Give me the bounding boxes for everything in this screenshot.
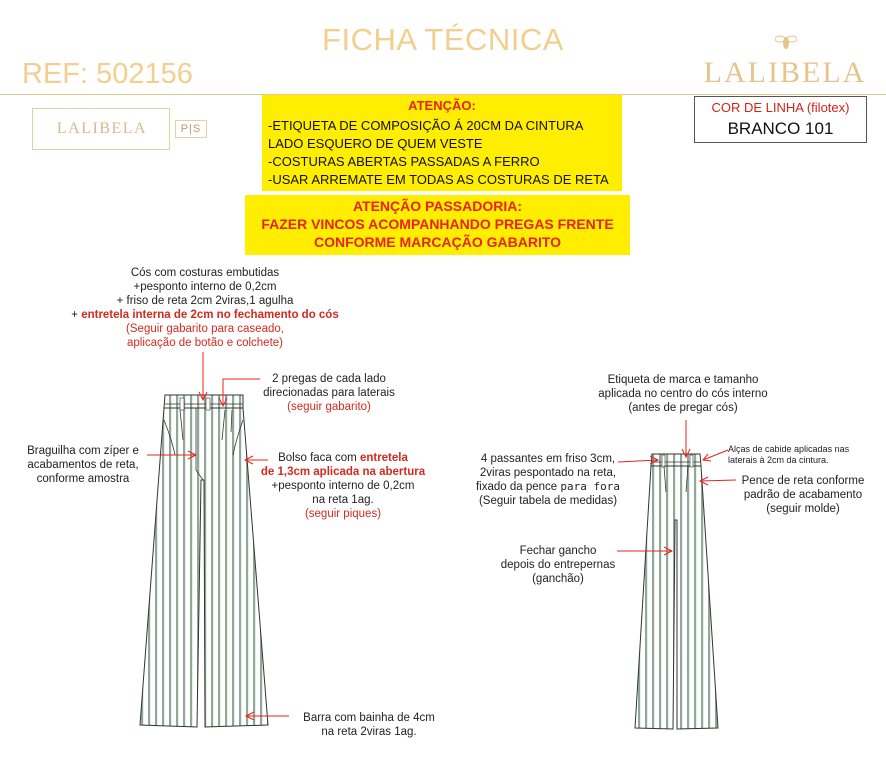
note-line-part: fixado da pence [475, 481, 561, 493]
note-line: (Seguir tabela de medidas) [478, 495, 618, 507]
note-line: 2 pregas de cada lado [272, 373, 386, 385]
note-line: na reta 2viras 1ag. [321, 726, 417, 738]
page-title: FICHA TÉCNICA [322, 22, 564, 57]
note-line: 2viras pespontado na reta, [479, 467, 617, 479]
attention-line: -USAR ARREMATE EM TODAS AS COSTURAS DE RETA [268, 172, 609, 187]
label-brand-text: LALIBELA [56, 120, 148, 137]
note-line [468, 480, 628, 494]
back-pants-drawing [635, 454, 718, 729]
note-line-part: + [71, 309, 82, 321]
size-label-sample: P|S [175, 120, 207, 138]
note-braguilha [20, 444, 146, 486]
attention-line: -ETIQUETA DE COMPOSIÇÃO Á 20CM DA CINTURA [268, 118, 584, 133]
note-line: na reta 1ag. [312, 494, 374, 506]
note-line: (ganchão) [532, 573, 584, 585]
note-pregas [255, 372, 403, 414]
note-line: Etiqueta de marca e tamanho [607, 374, 759, 386]
note-line: de 1,3cm aplicada na abertura [260, 466, 426, 478]
attention-line: -COSTURAS ABERTAS PASSADAS A FERRO [268, 154, 540, 169]
note-line: Fechar gancho [519, 545, 597, 557]
note-line-part: Bolso faca com [278, 452, 360, 464]
passadoria-title: ATENÇÃO PASSADORIA: [352, 198, 523, 214]
attention-line: LADO ESQUERO DE QUEM VESTE [268, 136, 483, 151]
note-line: Braguilha com zíper e [27, 445, 139, 457]
note-line: (Seguir gabarito para caseado, [126, 323, 284, 335]
note-line [258, 451, 428, 465]
note-line: Alças de cabide aplicadas nas [728, 444, 850, 454]
front-pants-drawing [140, 395, 268, 727]
note-line: aplicada no centro do cós interno [598, 388, 768, 400]
note-line: (seguir molde) [766, 503, 840, 515]
note-line: (seguir piques) [304, 508, 382, 520]
note-line: laterais à 2cm da cintura. [728, 455, 829, 465]
note-gancho [496, 544, 620, 586]
note-line: +pesponto interno de 0,2cm [133, 281, 277, 293]
thread-color-value: BRANCO 101 [727, 119, 834, 138]
passadoria-line: CONFORME MARCAÇÃO GABARITO [313, 234, 562, 250]
passadoria-line: FAZER VINCOS ACOMPANHANDO PREGAS FRENTE [261, 216, 614, 232]
note-line: conforme amostra [36, 473, 130, 485]
note-line: 4 passantes em friso 3cm, [480, 453, 616, 465]
note-line: Pence de reta conforme [741, 475, 865, 487]
note-line: aplicação de botão e colchete) [127, 337, 283, 349]
note-passantes [468, 452, 628, 508]
brand-wordmark: LALIBELA [703, 56, 867, 89]
note-alcas [728, 444, 878, 466]
note-line-part: para fora [560, 480, 620, 493]
note-line: acabamentos de reta, [27, 459, 139, 471]
attention-title: ATENÇÃO: [408, 98, 476, 113]
note-line-emphasis: entretela [359, 452, 408, 464]
note-line: Cós com costuras embutidas [130, 267, 280, 279]
note-line: Barra com bainha de 4cm [303, 712, 435, 724]
note-line: direcionadas para laterais [263, 387, 395, 399]
note-barra [288, 711, 450, 739]
note-line: (seguir gabarito) [287, 401, 371, 413]
note-bolso [258, 451, 428, 521]
note-line: + friso de reta 2cm 2viras,1 agulha [116, 295, 294, 307]
note-line: depois do entrepernas [500, 559, 616, 571]
note-pence [733, 474, 873, 516]
note-cos [60, 266, 350, 350]
note-line: (antes de pregar cós) [628, 402, 738, 414]
note-line [60, 308, 350, 322]
note-line: +pesponto interno de 0,2cm [271, 480, 415, 492]
note-line: padrão de acabamento [743, 489, 863, 501]
note-line-emphasis: entretela interna de 2cm no fechamento do cós [81, 309, 339, 321]
reference-number: REF: 502156 [22, 58, 193, 90]
note-etiqueta [583, 373, 783, 415]
thread-color-label: COR DE LINHA (filotex) [711, 100, 850, 115]
